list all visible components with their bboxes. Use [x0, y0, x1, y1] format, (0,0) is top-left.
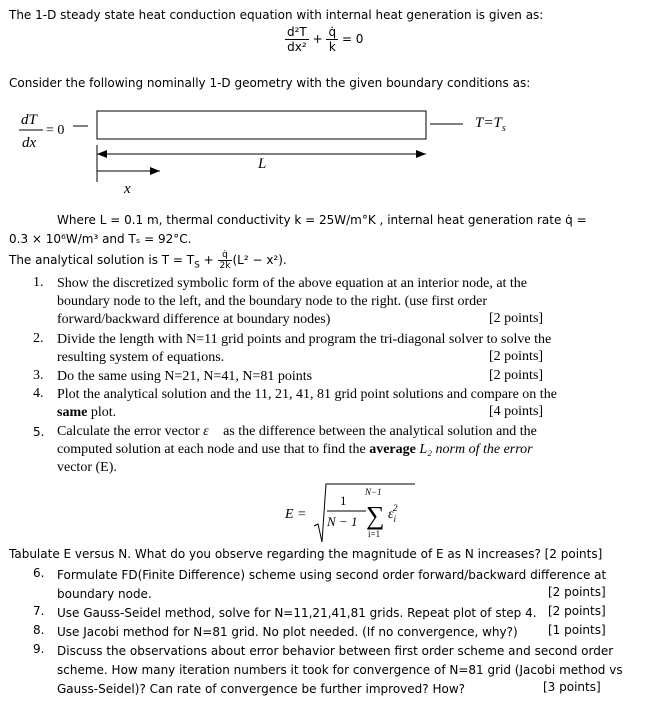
svg-text:E =: E = — [285, 507, 307, 522]
svg-text:εi2: $\varepsilon_i2$ — [388, 503, 398, 524]
list-item: 3. Do the same using N=21, N=41, N=81 points [2 points] — [33, 368, 544, 384]
list-item: 4. Plot the analytical solution and the 11, 21, 41, 81 grid point solutions and compare on the same plot. [4 points] — [33, 386, 557, 420]
list-item: 9. Discuss the observations about error behavior between first order scheme and second order scheme. How many iteration numbers it took for convergence of N=81 grid (Jacobi method vs Gauss-Seidel)? Can rate of convergence be further improved? How? [3 points] — [33, 642, 623, 696]
svg-text:i=1: i=1 — [368, 529, 381, 539]
where-line2: 0.3 × 10⁶W/m³ and Tₛ = 92°C. — [9, 232, 192, 246]
qdot-fraction: $\frac{q̇}{k}$ — [328, 25, 337, 54]
fig-x: x — [124, 181, 131, 197]
svg-text:1: 1 — [340, 493, 347, 508]
svg-text:∑: ∑ — [366, 501, 385, 530]
geometry-figure — [0, 100, 646, 200]
intro-text: The 1-D steady state heat conduction equation with internal heat generation is given as: — [9, 8, 544, 22]
where-line1: Where L = 0.1 m, thermal conductivity k = 25W/m°K , internal heat generation rate q̇ = — [57, 213, 587, 227]
fig-right-bc: $T=T_s$ — [475, 115, 506, 134]
list-item: 6. Formulate FD(Finite Difference) scheme using second order forward/backward difference at boundary node. [2 points] — [33, 566, 607, 601]
svg-text:N−1: N−1 — [365, 487, 382, 497]
fig-L: L — [258, 156, 267, 172]
items-serif-list — [33, 275, 633, 423]
d2t-fraction: $\frac{\text{d²T}}{\text{dx²}}$ — [287, 25, 307, 54]
analytical-solution: The analytical solution is $T = T_S$ + $\frac{q̇}{2k}$ (L² − x²). — [9, 250, 287, 271]
slab-rectangle — [97, 111, 426, 139]
list-item: 1. Show the discretized symbolic form of the above equation at an interior node, at the boundary node to the left, and the boundary node to the right. (use first order forward/backward difference at boundary nodes) [2 points] — [33, 275, 544, 327]
consider-text: Consider the following nominally 1-D geometry with the given boundary conditions as: — [9, 76, 531, 90]
fig-dx: dx — [22, 135, 37, 151]
list-item: 7. Use Gauss-Seidel method, solve for N=11,21,41,81 grids. Repeat plot of step 4. [2 points] — [33, 604, 606, 620]
items-sans-list — [33, 566, 633, 699]
error-formula — [270, 480, 420, 546]
heat-equation: $\frac{\text{d²T}}{\text{dx²}}$ + $\frac{q̇}{k}$ = 0 — [287, 25, 364, 54]
list-item: 8. Use Jacobi method for N=81 grid. No plot needed. (If no convergence, why?) [1 points] — [33, 623, 606, 639]
svg-text:N − 1: N − 1 — [327, 514, 358, 529]
item-5: 5. — [33, 425, 45, 439]
fig-eq0: = 0 — [46, 123, 65, 138]
tabulate-text: Tabulate E versus N. What do you observe regarding the magnitude of E as N increases? [2 points] — [9, 547, 603, 561]
list-item: 2. Divide the length with N=11 grid points and program the tri-diagonal solver to solve the resulting system of equations. [2 points] — [33, 331, 552, 365]
fig-dT: dT — [21, 112, 37, 128]
item-5-text: Calculate the error vector ε⃗ as the difference between the analytical solution and the computed solution at each node and use that to find the average L₂ norm of the error vector (E). — [57, 424, 537, 475]
